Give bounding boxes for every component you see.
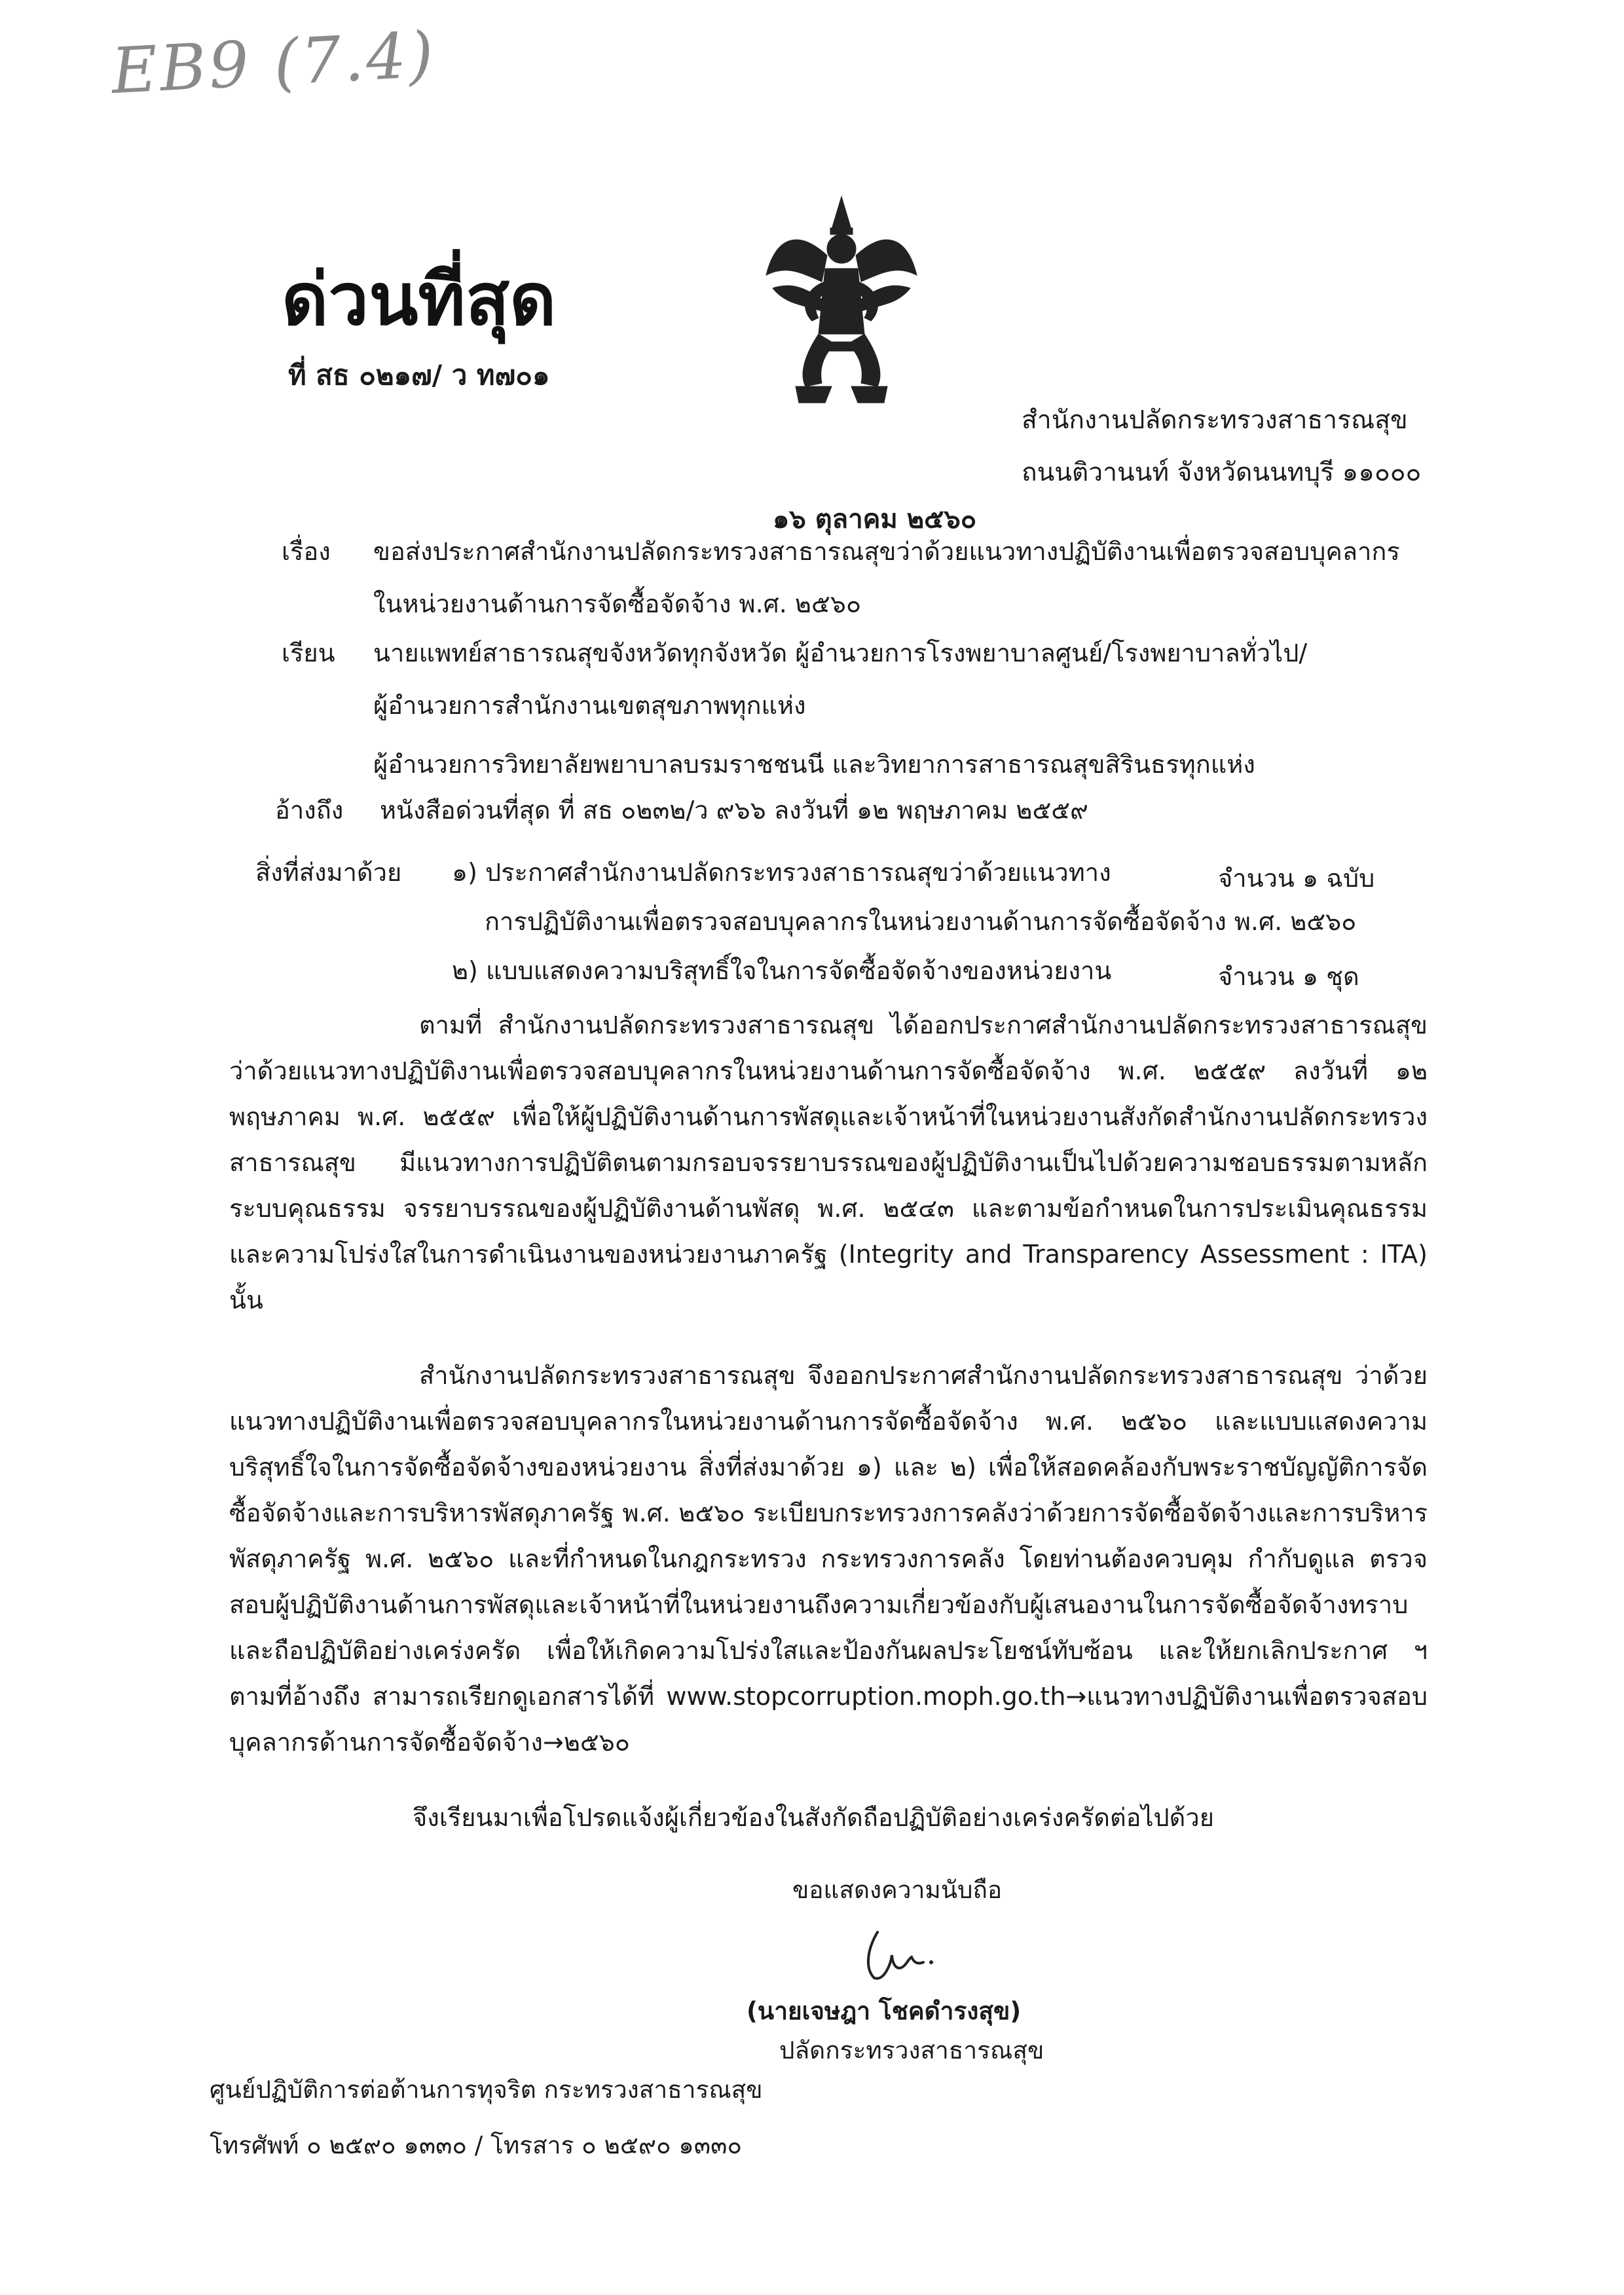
reference-number: ที่ สธ ๐๒๑๗/ ว ท๗๐๑ [288, 359, 550, 391]
to-line-1: นายแพทย์สาธารณสุขจังหวัดทุกจังหวัด ผู้อำนวยการโรงพยาบาลศูนย์/โรงพยาบาลทั่วไป/ [373, 639, 1308, 667]
to-line-3: ผู้อำนวยการวิทยาลัยพยาบาลบรมราชชนนี และวิทยาการสาธารณสุขสิรินธรทุกแห่ง [373, 750, 1255, 779]
reference-label: อ้างถึง [275, 796, 344, 825]
to-line-2: ผู้อำนวยการสำนักงานเขตสุขภาพทุกแห่ง [373, 691, 806, 720]
subject-line-2: ในหน่วยงานด้านการจัดซื้อจัดจ้าง พ.ศ. ๒๕๖๐ [373, 589, 862, 618]
garuda-emblem-icon [760, 190, 923, 413]
enclosure-item-1-line-2: การปฏิบัติงานเพื่อตรวจสอบบุคลากรในหน่วยงานด้านการจัดซื้อจัดจ้าง พ.ศ. ๒๕๖๐ [485, 907, 1357, 936]
enclosure-item-1-line-1: ๑) ประกาศสำนักงานปลัดกระทรวงสาธารณสุขว่าด้วยแนวทาง [452, 858, 1111, 887]
footer-unit: ศูนย์ปฏิบัติการต่อต้านการทุจริต กระทรวงสาธารณสุข [210, 2076, 763, 2104]
urgency-heading: ด่วนที่สุด [282, 257, 557, 341]
letter-date: ๑๖ ตุลาคม ๒๕๖๐ [773, 504, 977, 534]
office-name: สำนักงานปลัดกระทรวงสาธารณสุข [1022, 405, 1408, 435]
closing-salutation: ขอแสดงความนับถือ [792, 1876, 1003, 1904]
footer-contact: โทรศัพท์ ๐ ๒๕๙๐ ๑๓๓๐ / โทรสาร ๐ ๒๕๙๐ ๑๓๓๐ [210, 2131, 742, 2159]
subject-line-1: ขอส่งประกาศสำนักงานปลัดกระทรวงสาธารณสุขว่าด้วยแนวทางปฏิบัติงานเพื่อตรวจสอบบุคลากร [373, 537, 1400, 566]
enclosure-item-1-qty: จำนวน ๑ ฉบับ [1218, 864, 1375, 893]
signature-image [851, 1919, 950, 1991]
to-label: เรียน [282, 639, 335, 667]
enclosure-item-2: ๒) แบบแสดงความบริสุทธิ์ใจในการจัดซื้อจัดจ้างของหน่วยงาน [452, 956, 1112, 985]
office-address: ถนนติวานนท์ จังหวัดนนทบุรี ๑๑๐๐๐ [1022, 458, 1422, 487]
handwritten-note: EB9 (7.4) [109, 18, 438, 108]
subject-label: เรื่อง [282, 537, 331, 566]
body-paragraph-1: ตามที่ สำนักงานปลัดกระทรวงสาธารณสุข ได้ออกประกาศสำนักงานปลัดกระทรวงสาธารณสุข ว่าด้วยแนวทางปฏิบัติงานเพื่อตรวจสอบบุคลากรในหน่วยงานด้านการจัดซื้อจัดจ้าง พ.ศ. ๒๕๕๙ ลงวันที่ ๑๒ พฤษภาคม พ.ศ. ๒๕๕๙ เพื่อให้ผู้ปฏิบัติงานด้านการพัสดุและเจ้าหน้าที่ในหน่วยงานสังกัดสำนักงานปลัดกระทรวงสาธารณสุข มีแนวทางการปฏิบัติตนตามกรอบจรรยาบรรณของผู้ปฏิบัติงานเป็นไปด้วยความชอบธรรมตามหลักระบบคุณธรรม จรรยาบรรณของผู้ปฏิบัติงานด้านพัสดุ พ.ศ. ๒๕๔๓ และตามข้อกำหนดในการประเมินคุณธรรมและความโปร่งใสในการดำเนินงานของหน่วยงานภาครัฐ (Integrity and Transparency Assessment : ITA) นั้น [229, 1011, 1428, 1315]
body-paragraph-3: จึงเรียนมาเพื่อโปรดแจ้งผู้เกี่ยวข้องในสังกัดถือปฏิบัติอย่างเคร่งครัดต่อไปด้วย [413, 1803, 1214, 1832]
signatory-position: ปลัดกระทรวงสาธารณสุข [779, 2036, 1044, 2064]
body-paragraph-2: สำนักงานปลัดกระทรวงสาธารณสุข จึงออกประกาศสำนักงานปลัดกระทรวงสาธารณสุข ว่าด้วยแนวทางปฏิบัติงานเพื่อตรวจสอบบุคลากรในหน่วยงานด้านการจัดซื้อจัดจ้าง พ.ศ. ๒๕๖๐ และแบบแสดงความบริสุทธิ์ใจในการจัดซื้อจัดจ้างของหน่วยงาน สิ่งที่ส่งมาด้วย ๑) และ ๒) เพื่อให้สอดคล้องกับพระราชบัญญัติการจัดซื้อจัดจ้างและการบริหารพัสดุภาครัฐ พ.ศ. ๒๕๖๐ ระเบียบกระทรวงการคลังว่าด้วยการจัดซื้อจัดจ้างและการบริหารพัสดุภาครัฐ พ.ศ. ๒๕๖๐ และที่กำหนดในกฎกระทรวง กระทรวงการคลัง โดยท่านต้องควบคุม กำกับดูแล ตรวจสอบผู้ปฏิบัติงานด้านการพัสดุและเจ้าหน้าที่ในหน่วยงานถึงความเกี่ยวข้องกับผู้เสนองานในการจัดซื้อจัดจ้างทราบและถือปฏิบัติอย่างเคร่งครัด เพื่อให้เกิดความโปร่งใสและป้องกันผลประโยชน์ทับซ้อน และให้ยกเลิกประกาศ ฯ ตามที่อ้างถึง สามารถเรียกดูเอกสารได้ที่ www.stopcorruption.moph.go.th→แนวทางปฏิบัติงานเพื่อตรวจสอบบุคลากรด้านการจัดซื้อจัดจ้าง→๒๕๖๐ [229, 1361, 1428, 1757]
reference-text: หนังสือด่วนที่สุด ที่ สธ ๐๒๓๒/ว ๙๖๖ ลงวันที่ ๑๒ พฤษภาคม ๒๕๕๙ [380, 796, 1088, 825]
enclosures-label: สิ่งที่ส่งมาด้วย [255, 858, 402, 887]
signatory-name: (นายเจษฎา โชคดำรงสุข) [747, 1997, 1022, 2025]
enclosure-item-2-qty: จำนวน ๑ ชุด [1218, 962, 1359, 991]
